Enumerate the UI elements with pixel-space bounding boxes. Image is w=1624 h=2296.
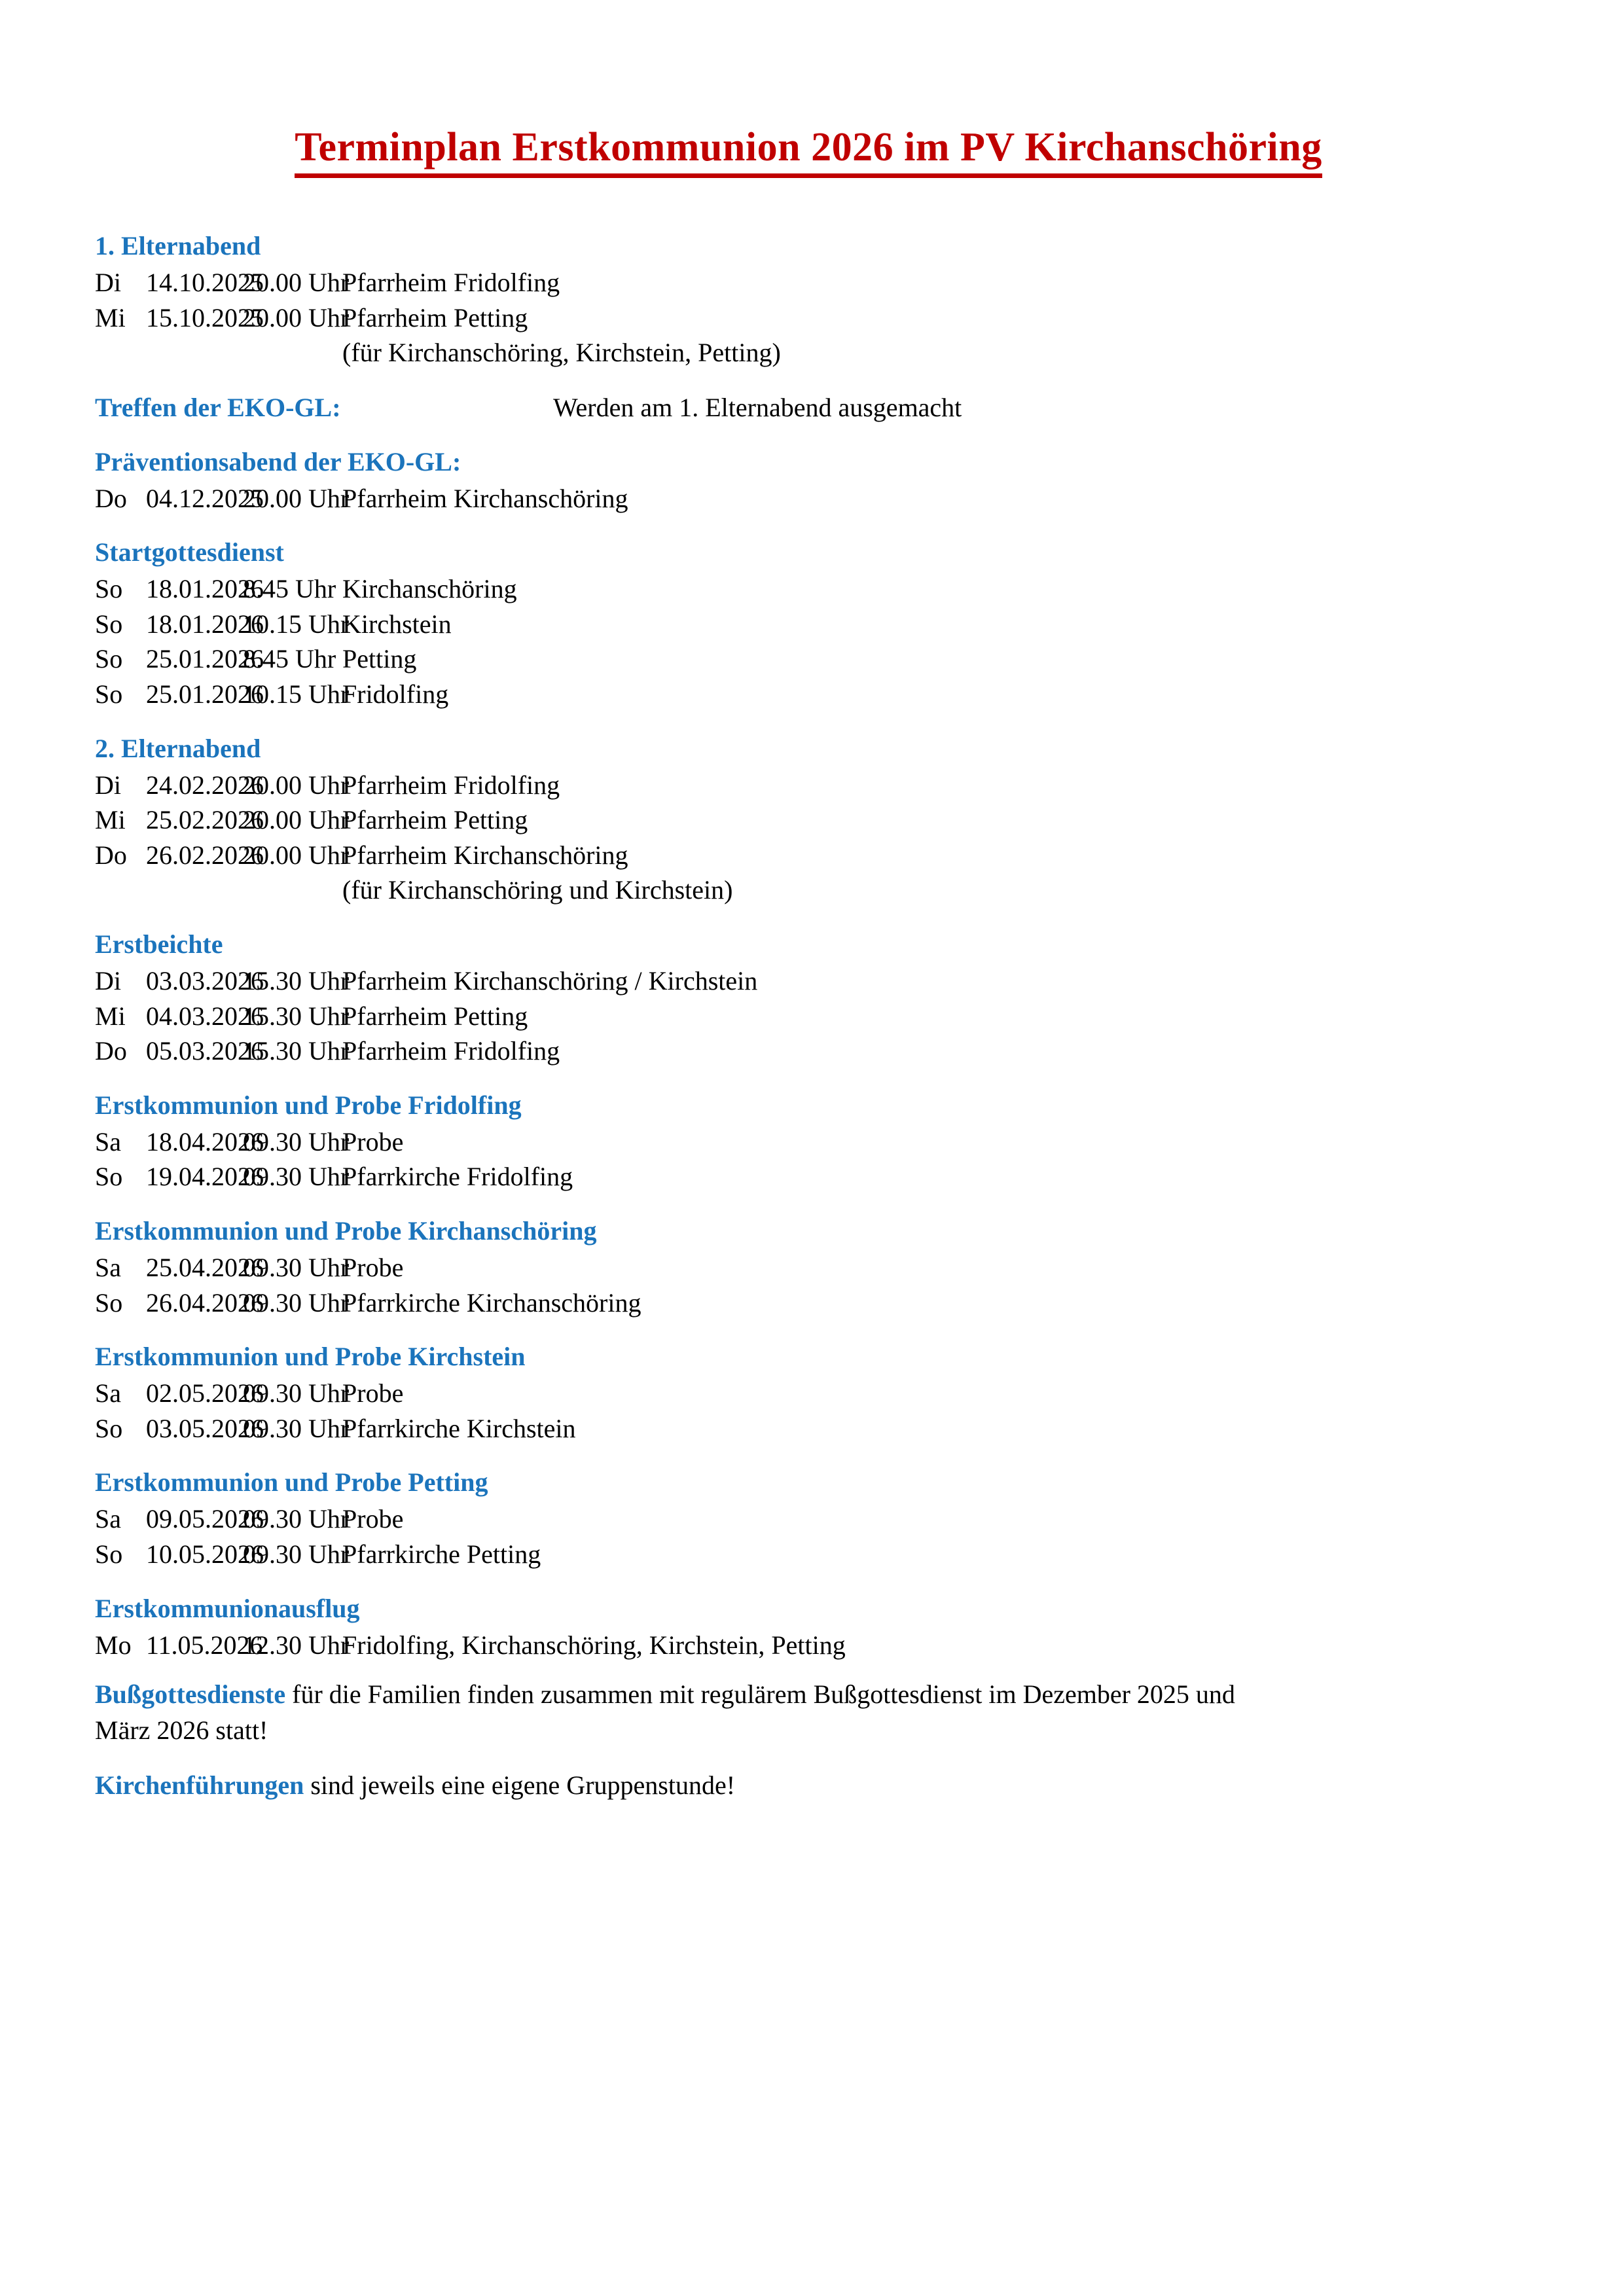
- event-date: 25.04.2026: [146, 1252, 264, 1282]
- event-row: [95, 641, 1522, 677]
- event-date: 24.02.2026: [146, 770, 264, 800]
- kirchenfuehrungen-text: sind jeweils eine eigene Gruppenstunde!: [304, 1770, 736, 1800]
- event-row: [95, 1124, 1522, 1160]
- event-place: Pfarrheim Fridolfing: [342, 1036, 560, 1066]
- event-time: 09.30 Uhr: [243, 1504, 350, 1534]
- event-day: So: [95, 1162, 123, 1192]
- event-row: [95, 300, 1522, 336]
- event-time: 09.30 Uhr: [243, 1162, 350, 1192]
- event-row: [95, 1033, 1522, 1069]
- event-day: Di: [95, 966, 121, 996]
- event-time: 8.45 Uhr: [243, 574, 336, 604]
- event-place: Probe: [342, 1252, 404, 1282]
- event-time: 20.00 Uhr: [243, 840, 350, 870]
- event-date: 14.10.2025: [146, 268, 264, 298]
- section-heading: Erstkommunionausflug: [95, 1593, 360, 1623]
- event-time: 09.30 Uhr: [243, 1413, 350, 1443]
- event-day: So: [95, 574, 123, 604]
- event-day: Di: [95, 770, 121, 800]
- event-place: Fridolfing: [342, 679, 449, 709]
- event-time: 09.30 Uhr: [243, 1539, 350, 1569]
- event-place: Probe: [342, 1378, 404, 1408]
- event-day: Di: [95, 268, 121, 298]
- event-place: Pfarrheim Petting: [342, 1001, 528, 1031]
- event-day: So: [95, 609, 123, 639]
- section-elternabend-1: [95, 229, 1522, 370]
- event-day: So: [95, 1413, 123, 1443]
- inline-value: Werden am 1. Elternabend ausgemacht: [553, 393, 962, 423]
- event-place: Pfarrheim Petting: [342, 302, 528, 332]
- event-time: 15.30 Uhr: [243, 966, 350, 996]
- event-row: [95, 1285, 1522, 1321]
- event-place: Pfarrkirche Fridolfing: [342, 1162, 573, 1192]
- event-row: [95, 1411, 1522, 1446]
- section-praeventionsabend: [95, 445, 1522, 516]
- section-heading: Erstkommunion und Probe Kirchstein: [95, 1342, 526, 1372]
- event-note-row: [95, 335, 1522, 370]
- event-day: Mi: [95, 805, 126, 835]
- event-row: [95, 265, 1522, 300]
- event-time: 8.45 Uhr: [243, 644, 336, 674]
- event-row: [95, 963, 1522, 999]
- section-startgottesdienst: [95, 535, 1522, 711]
- event-row: [95, 1159, 1522, 1194]
- kirchenfuehrungen-label: Kirchenführungen: [95, 1770, 304, 1800]
- event-date: 18.01.2026: [146, 609, 264, 639]
- event-date: 03.03.2026: [146, 966, 264, 996]
- kirchenfuehrungen-paragraph: [95, 1768, 1247, 1803]
- event-place: Probe: [342, 1126, 404, 1157]
- event-date: 25.01.2026: [146, 679, 264, 709]
- event-place: Fridolfing, Kirchanschöring, Kirchstein, Petting: [342, 1630, 846, 1660]
- section-erstbeichte: [95, 927, 1522, 1069]
- event-day: Sa: [95, 1378, 121, 1408]
- section-heading: Erstbeichte: [95, 929, 223, 960]
- event-time: 20.00 Uhr: [243, 268, 350, 298]
- event-place: Pfarrkirche Petting: [342, 1539, 541, 1569]
- event-day: So: [95, 679, 123, 709]
- event-row: [95, 571, 1522, 607]
- event-time: 09.30 Uhr: [243, 1252, 350, 1282]
- event-date: 04.03.2026: [146, 1001, 264, 1031]
- event-day: Mi: [95, 302, 126, 332]
- event-place: Petting: [342, 644, 417, 674]
- section-erstkommunion-kirchanschoering: [95, 1214, 1522, 1320]
- section-treffen-eko-gl: [95, 390, 1522, 425]
- event-place: Pfarrkirche Kirchstein: [342, 1413, 576, 1443]
- event-day: Mi: [95, 1001, 126, 1031]
- event-date: 18.01.2026: [146, 574, 264, 604]
- section-heading: Erstkommunion und Probe Fridolfing: [95, 1090, 522, 1120]
- event-row: [95, 768, 1522, 803]
- bussgottesdienste-paragraph: [95, 1677, 1247, 1748]
- bussgottesdienste-text: für die Familien finden zusammen mit regulärem Bußgottesdienst im Dezember 2025 und März 2026 statt!: [95, 1679, 1235, 1745]
- inline-heading-row: [95, 390, 1522, 425]
- event-day: Do: [95, 483, 127, 513]
- event-date: 03.05.2026: [146, 1413, 264, 1443]
- section-erstkommunion-kirchstein: [95, 1340, 1522, 1446]
- section-heading: Startgottesdienst: [95, 537, 284, 567]
- event-date: 02.05.2026: [146, 1378, 264, 1408]
- event-date: 26.04.2026: [146, 1287, 264, 1318]
- section-erstkommunionausflug: [95, 1592, 1522, 1663]
- event-time: 09.30 Uhr: [243, 1287, 350, 1318]
- section-erstkommunion-petting: [95, 1465, 1522, 1571]
- event-place: Pfarrheim Petting: [342, 805, 528, 835]
- event-place: Pfarrheim Fridolfing: [342, 770, 560, 800]
- event-day: Do: [95, 1036, 127, 1066]
- event-day: Sa: [95, 1126, 121, 1157]
- event-date: 26.02.2026: [146, 840, 264, 870]
- event-date: 25.01.2026: [146, 644, 264, 674]
- event-row: [95, 838, 1522, 873]
- event-day: Mo: [95, 1630, 132, 1660]
- section-heading: Treffen der EKO-GL:: [95, 393, 341, 423]
- section-erstkommunion-fridolfing: [95, 1088, 1522, 1194]
- event-date: 04.12.2025: [146, 483, 264, 513]
- event-note: (für Kirchanschöring, Kirchstein, Petting): [342, 338, 781, 368]
- event-place: Pfarrheim Kirchanschöring: [342, 840, 628, 870]
- event-date: 05.03.2026: [146, 1036, 264, 1066]
- event-row: [95, 999, 1522, 1034]
- page-title-text: Terminplan Erstkommunion 2026 im PV Kirchanschöring: [295, 124, 1322, 178]
- event-time: 20.00 Uhr: [243, 483, 350, 513]
- event-date: 18.04.2026: [146, 1126, 264, 1157]
- event-day: So: [95, 644, 123, 674]
- event-row: [95, 677, 1522, 712]
- event-time: 15.30 Uhr: [243, 1001, 350, 1031]
- note-spacer: [95, 335, 342, 370]
- section-elternabend-2: [95, 732, 1522, 908]
- event-row: [95, 802, 1522, 838]
- event-row: [95, 607, 1522, 642]
- event-day: So: [95, 1287, 123, 1318]
- event-date: 10.05.2026: [146, 1539, 264, 1569]
- event-date: 11.05.2026: [146, 1630, 263, 1660]
- document-content: [95, 124, 1522, 1823]
- event-date: 19.04.2026: [146, 1162, 264, 1192]
- event-note-row: [95, 872, 1522, 908]
- event-place: Probe: [342, 1504, 404, 1534]
- section-heading: 1. Elternabend: [95, 231, 261, 261]
- event-row: [95, 1250, 1522, 1285]
- event-time: 12.30 Uhr: [243, 1630, 350, 1660]
- event-row: [95, 1376, 1522, 1411]
- event-time: 10.15 Uhr: [243, 679, 350, 709]
- event-time: 15.30 Uhr: [243, 1036, 350, 1066]
- event-place: Pfarrheim Kirchanschöring / Kirchstein: [342, 966, 758, 996]
- event-place: Kirchstein: [342, 609, 452, 639]
- event-place: Kirchanschöring: [342, 574, 517, 604]
- event-day: So: [95, 1539, 123, 1569]
- event-time: 10.15 Uhr: [243, 609, 350, 639]
- event-time: 09.30 Uhr: [243, 1126, 350, 1157]
- section-heading: Erstkommunion und Probe Kirchanschöring: [95, 1215, 597, 1246]
- event-time: 09.30 Uhr: [243, 1378, 350, 1408]
- event-row: [95, 1501, 1522, 1537]
- event-row: [95, 481, 1522, 516]
- event-day: Do: [95, 840, 127, 870]
- event-time: 20.00 Uhr: [243, 805, 350, 835]
- event-day: Sa: [95, 1504, 121, 1534]
- section-heading: Erstkommunion und Probe Petting: [95, 1467, 488, 1498]
- event-time: 20.00 Uhr: [243, 770, 350, 800]
- event-note: (für Kirchanschöring und Kirchstein): [342, 875, 733, 905]
- event-time: 20.00 Uhr: [243, 302, 350, 332]
- bussgottesdienste-label: Bußgottesdienste: [95, 1679, 286, 1710]
- event-date: 15.10.2025: [146, 302, 264, 332]
- event-place: Pfarrheim Kirchanschöring: [342, 483, 628, 513]
- event-place: Pfarrkirche Kirchanschöring: [342, 1287, 641, 1318]
- event-date: 09.05.2026: [146, 1504, 264, 1534]
- event-day: Sa: [95, 1252, 121, 1282]
- page-title: [95, 124, 1522, 178]
- event-place: Pfarrheim Fridolfing: [342, 268, 560, 298]
- event-date: 25.02.2026: [146, 805, 264, 835]
- note-spacer: [95, 872, 342, 908]
- section-heading: Präventionsabend der EKO-GL:: [95, 446, 461, 476]
- event-row: [95, 1537, 1522, 1572]
- section-heading: 2. Elternabend: [95, 733, 261, 763]
- event-row: [95, 1628, 1522, 1663]
